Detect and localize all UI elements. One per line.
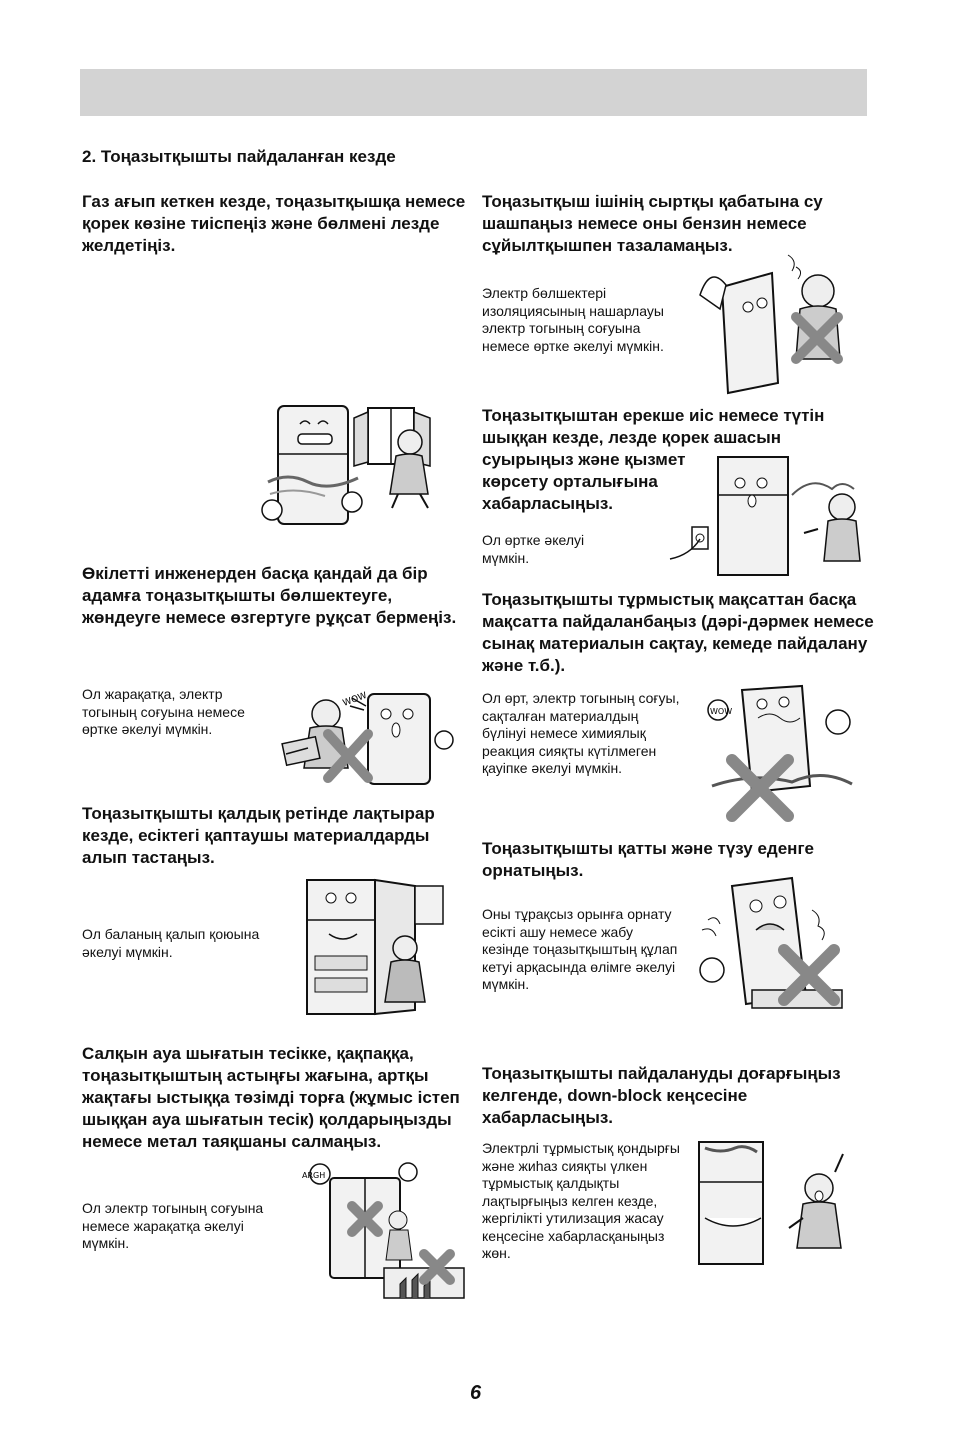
right-block2-heading-line2: шыққан кезде, лезде қорек ашасын	[482, 428, 781, 447]
wow-sticker-1: WOW	[341, 690, 369, 709]
left-block2-text: Ол жарақатқа, электр тогының соғуына немесе өртке әкелуі мүмкін.	[82, 686, 245, 737]
page-number: 6	[470, 1382, 482, 1404]
right-block4-text: Оны тұрақсыз орынға орнату есікті ашу немесе жабу кезінде тоңазытқыштың құлап кетуі арқасында өлімге әкелуі мүмкін.	[482, 906, 678, 992]
right-block2-heading-line1: Тоңазытқыштан ерекше иіс немесе түтін	[482, 406, 825, 425]
gas-leak-illustration	[258, 402, 468, 532]
right-block5-text: Электрлі тұрмыстық қондырғы және жиһаз сияқты үлкен тұрмыстық қалдықты лақтырғыңыз келген кезде, жергілікті утилизация жасау кеңсесіне хабарласқаныңыз жөн.	[482, 1140, 680, 1261]
left-block4-text: Ол электр тогының соғуына немесе жарақатқа әкелуі мүмкін.	[82, 1200, 264, 1251]
left-block4-heading: Салқын ауа шығатын тесікке, қақпаққа, тоңазытқыштың астыңғы жағына, артқы жақтағы ыстыққа төзімді торға (жұмыс істеп шыққан ауа шығатын тесік) қолдарыңызды немесе метал таяқшаны салмаңыз.	[82, 1044, 460, 1151]
left-block3-heading: Тоңазытқышты қалдық ретінде лақтырар кезде, есіктегі қаптаушы материалдарды алып тастаңыз.	[82, 804, 435, 867]
section-title: 2. Тоңазытқышты пайдаланған кезде	[82, 147, 396, 166]
water-spray-illustration	[692, 247, 857, 397]
disassembly-illustration	[268, 684, 468, 789]
left-block2-heading: Өкілетті инженерден басқа қандай да бір адамға тоңазытқышты бөлшектеуге, жөндеуге немесе өзгертуге рұқсат бермеңіз.	[82, 564, 457, 627]
right-block1-text: Электр бөлшектері изоляциясының нашарлауы электр тогының соғуына немесе өртке әкелуі мүмкін.	[482, 285, 664, 354]
left-block1-heading: Газ ағып кеткен кезде, тоңазытқышқа немесе қорек көзіне тиіспеңіз және бөлмені лезде желдетіңіз.	[82, 192, 466, 255]
left-block3-text: Ол баланың қалып қоюына әкелуі мүмкін.	[82, 926, 260, 960]
right-block3-text: Ол өрт, электр тогының соғуы, сақталған материалдың бүлінуі немесе химиялық реакция сияқты күтілмеген қауіпке әкелуі мүмкін.	[482, 690, 680, 776]
right-block4-heading: Тоңазытқышты қатты және түзу еденге орнатыңыз.	[482, 839, 814, 880]
right-block5-heading: Тоңазытқышты пайдалануды доғарғыңыз келгенде, down-block кеңсесіне хабарласыңыз.	[482, 1064, 841, 1127]
child-trapped-illustration	[305, 878, 445, 1018]
right-block2-text: Ол өртке әкелуі мүмкін.	[482, 532, 585, 566]
argh-sticker: ARGH	[302, 1171, 326, 1180]
wow-sticker-2: WOW	[710, 707, 733, 716]
header-bar	[80, 69, 867, 116]
disposal-illustration	[695, 1138, 855, 1268]
vent-hands-illustration	[290, 1158, 468, 1308]
right-block1-heading: Тоңазытқыш ішінің сыртқы қабатына су шашпаңыз немесе оны бензин немесе сұйылтқышпен тазаламаңыз.	[482, 192, 823, 255]
smoke-unplug-illustration	[668, 455, 878, 580]
misuse-illustration	[702, 676, 862, 826]
unstable-floor-illustration	[692, 870, 852, 1020]
right-block3-heading: Тоңазытқышты тұрмыстық мақсаттан басқа мақсатта пайдаланбаңыз (дәрі-дәрмек немесе сынақ материалын сақтау, кемеде пайдалану және т.б.).	[482, 590, 874, 675]
right-block2-heading-rest: суырыңыз және қызмет көрсету орталығына хабарласыңыз.	[482, 450, 686, 513]
